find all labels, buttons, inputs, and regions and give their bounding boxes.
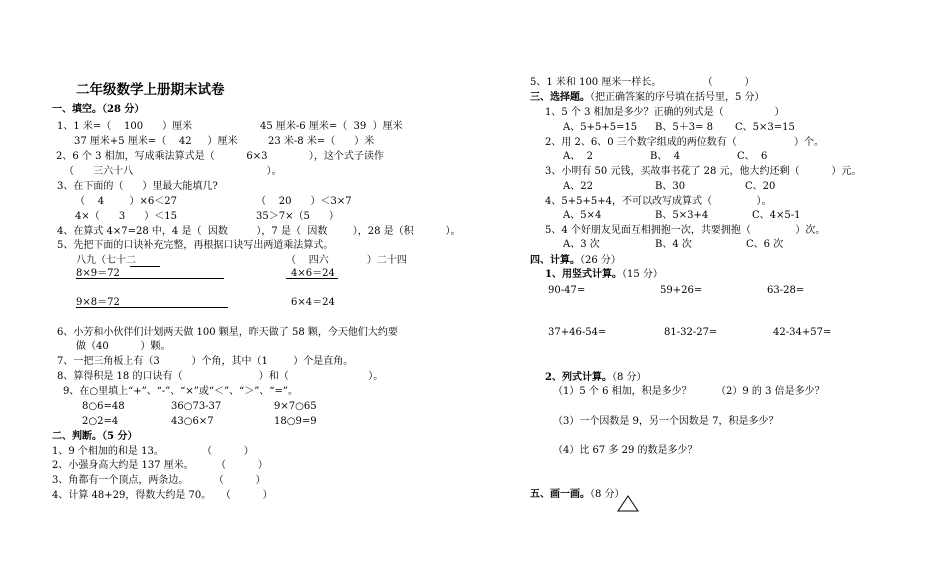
section-4-points: （26 分） [580, 255, 621, 266]
fill-q5-rhyme-b: （ 四六 ）二十四 [286, 255, 407, 266]
choice-option: C、5×3=15 [735, 122, 795, 133]
choice-option: C、 6 [737, 151, 768, 162]
judge-item: 4、计算 48+29，得数大约是 70。 （ ） [52, 490, 273, 501]
fill-q3-c: 4×（ 3 ）＜15 [75, 211, 177, 222]
subsection-1-title: 1、用竖式计算。 [545, 269, 622, 280]
page-title: 二年级数学上册期末试卷 [76, 82, 225, 98]
subsection-1-points: （15 分） [621, 269, 663, 280]
choice-q5: 5、4 个好朋友见面互相拥抱一次，共要拥抱（ ）次。 [545, 225, 826, 236]
section-1-title: 一、填空。 [52, 104, 102, 115]
word-problem: （1）5 个 6 相加，积是多少？ [553, 386, 692, 397]
answer-underline [76, 307, 228, 308]
section-5-heading [530, 489, 625, 501]
fill-q2-b: （ 三六十八 ）。 [64, 166, 282, 177]
choice-option: B、 4 [650, 151, 681, 162]
word-problem: （4）比 67 多 29 的数是多少？ [553, 445, 698, 456]
fill-q5-eq-b: 4×6＝24 [291, 268, 335, 279]
fill-q1-a: 1、1 米=（ 100 ）厘米 [57, 121, 193, 132]
fill-q4: 4、在算式 4×7=28 中，4 是（ 因数 ），7 是（ 因数 ），28 是（积 ）。 [57, 226, 461, 237]
section-1-points: （28 分） [102, 104, 145, 115]
section-3-title: 三、选择题。 [530, 92, 590, 103]
judge-item: 1、9 个相加的和是 13。 （ ） [52, 446, 254, 457]
subsection-2-points: （8 分） [611, 372, 647, 383]
fill-q5: 5、先把下面的口诀补充完整，再根据口诀写出两道乘法算式。 [57, 240, 334, 251]
subsection-2-heading [545, 372, 647, 384]
subsection-1-heading [545, 269, 663, 281]
choice-option: B、30 [655, 181, 686, 192]
fill-q3-b: （ 20 ）＜3×7 [256, 196, 352, 207]
choice-option: C、20 [745, 181, 776, 192]
fill-q3-d: 35＞7×（5 ） [256, 211, 339, 222]
section-4-title: 四、计算。 [530, 255, 580, 266]
section-1-heading [52, 104, 144, 116]
fill-q1-d: 23 米-8 米=（ ）米 [268, 136, 375, 147]
compare-item: 36○73-37 [171, 401, 222, 412]
fill-q2-a: 2、6 个 3 相加，写成乘法算式是（ 6×3 ），这个式子读作 [56, 151, 384, 162]
fill-q6-b: 做（40 ）颗。 [76, 341, 171, 352]
judge-item: 5、1 米和 100 厘米一样长。 （ ） [530, 77, 755, 88]
section-5-points: （8 分） [590, 489, 625, 500]
answer-underline [130, 266, 160, 267]
choice-q2: 2、用 2、6、0 三个数字组成的两位数有（ ）个。 [545, 137, 825, 148]
fill-q5-eq-a: 8×9＝72 [76, 268, 120, 279]
choice-option: B、4 次 [655, 239, 692, 250]
fill-q3: 3、在下面的（ ）里最大能填几? [57, 181, 218, 192]
choice-option: A、22 [563, 181, 593, 192]
section-3-note: （把正确答案的序号填在括号里，5 分） [590, 92, 765, 103]
fill-q1-c: 37 厘米+5 厘米=（ 42 ）厘米 [74, 136, 238, 147]
word-problem: （3）一个因数是 9，另一个因数是 7，积是多少？ [553, 416, 779, 427]
calc-item: 42-34+57= [773, 327, 832, 338]
fill-q6-a: 6、小芳和小伙伴们计划两天做 100 颗星，昨天做了 58 颗，今天他们大约要 [57, 327, 398, 338]
word-problem: （2）9 的 3 倍是多少？ [716, 386, 825, 397]
calc-item: 37+46-54= [548, 327, 607, 338]
fill-q5-rhyme-a: 八九（七十二 [76, 255, 136, 266]
choice-q3: 3、小明有 50 元钱，买故事书花了 28 元，他大约还剩（ ）元。 [545, 166, 862, 177]
choice-option: A、5+5+5=15 [563, 122, 638, 133]
section-5-title: 五、画一画。 [530, 489, 590, 500]
subsection-2-title: 2、列式计算。 [545, 372, 612, 383]
fill-q7: 7、一把三角板上有（3 ）个角，其中（1 ）个是直角。 [57, 356, 354, 367]
compare-item: 9×7○65 [274, 401, 317, 412]
choice-option: A、 2 [563, 151, 593, 162]
section-2-heading: 二、判断。（5 分） [52, 431, 138, 442]
calc-item: 81-32-27= [664, 327, 718, 338]
compare-item: 8○6=48 [82, 401, 125, 412]
calc-item: 63-28= [767, 285, 805, 296]
fill-q5-eq-c: 9×8＝72 [76, 297, 120, 308]
choice-option: B、5×3+4 [655, 210, 709, 221]
section-4-heading [530, 255, 621, 267]
choice-option: A、3 次 [563, 239, 600, 250]
calc-item: 90-47= [548, 285, 586, 296]
compare-item: 18○9=9 [274, 416, 317, 427]
judge-item: 3、角都有一个顶点，两条边。 （ ） [52, 475, 266, 486]
triangle-icon [617, 495, 639, 512]
fill-q1-b: 45 厘米-6 厘米=（ 39 ）厘米 [260, 121, 403, 132]
fill-q5-eq-d: 6×4＝24 [291, 297, 335, 308]
calc-item: 59+26= [660, 285, 703, 296]
choice-q1: 1、5 个 3 相加是多少？正确的列式是（ ） [545, 107, 785, 118]
choice-option: C、4×5-1 [752, 210, 801, 221]
fill-q3-a: （ 4 ）×6＜27 [75, 196, 177, 207]
compare-item: 2○2=4 [82, 416, 119, 427]
fill-q8: 8、算得积是 18 的口诀有（ ）和（ ）。 [57, 371, 384, 382]
choice-option: C、6 次 [746, 239, 784, 250]
section-3-heading [530, 92, 765, 104]
judge-item: 2、小强身高大约是 137 厘米。 （ ） [52, 460, 268, 471]
choice-q4: 4、5+5+5+4，不可以改写成算式（ ）。 [545, 196, 772, 207]
choice-option: B、5＋3= 8 [655, 122, 713, 133]
fill-q9: 9、在○里填上“+”、“-”、“×”或“＜”、“＞”、“=”。 [63, 386, 298, 397]
compare-item: 43○6×7 [171, 416, 214, 427]
choice-option: A、5×4 [563, 210, 602, 221]
